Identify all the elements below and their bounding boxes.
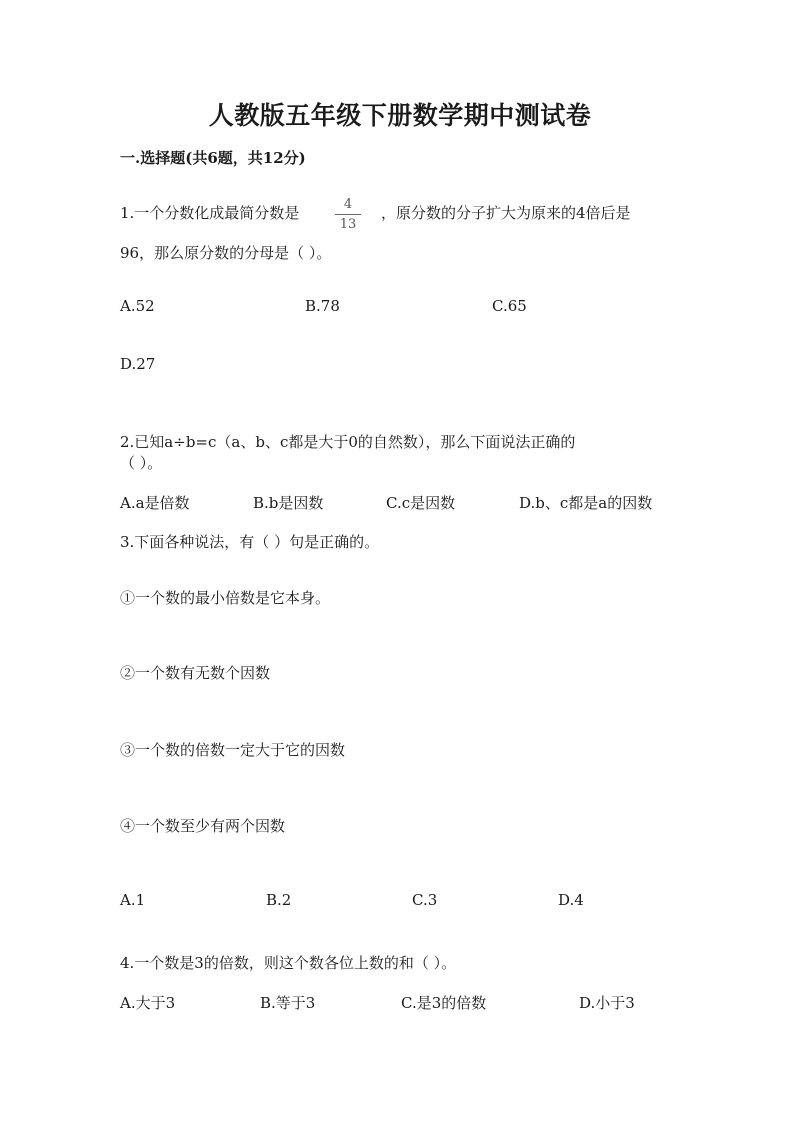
q1-option-c: C.65 — [492, 297, 527, 315]
q1-stem-part1: 1.一个分数化成最简分数是 — [120, 204, 300, 222]
page-title: 人教版五年级下册数学期中测试卷 — [208, 101, 592, 130]
q4-option-b: B.等于3 — [260, 994, 316, 1012]
q2-option-c: C.c是因数 — [386, 494, 456, 512]
q1-fraction-bar — [335, 214, 361, 215]
q3-stem: 3.下面各种说法，有（ ）句是正确的。 — [120, 533, 380, 551]
q1-option-b: B.78 — [305, 297, 340, 315]
q1-fraction — [335, 198, 361, 231]
q1-option-a: A.52 — [120, 297, 155, 315]
q1-stem-line2: 96，那么原分数的分母是（ ）。 — [120, 244, 332, 262]
q2-option-b: B.b是因数 — [253, 494, 324, 512]
q3-option-c: C.3 — [412, 891, 438, 909]
q3-statement-1: ①一个数的最小倍数是它本身。 — [120, 589, 331, 607]
q4-option-c: C.是3的倍数 — [401, 994, 487, 1012]
q1-fraction-denominator: 13 — [339, 217, 357, 232]
q2-option-d: D.b、c都是a的因数 — [519, 494, 653, 512]
section-heading: 一.选择题(共6题，共12分) — [120, 149, 306, 167]
q1-stem-part2: ，原分数的分子扩大为原来的4倍后是 — [381, 204, 631, 222]
q2-stem-line2: （ ）。 — [120, 454, 163, 472]
q3-option-d: D.4 — [558, 891, 584, 909]
q1-fraction-numerator: 4 — [343, 197, 353, 212]
q3-option-b: B.2 — [266, 891, 292, 909]
q3-statement-2: ②一个数有无数个因数 — [120, 664, 271, 682]
q4-stem: 4.一个数是3的倍数，则这个数各位上数的和（ ）。 — [120, 954, 457, 972]
q2-option-a: A.a是倍数 — [120, 494, 190, 512]
q1-option-d: D.27 — [120, 355, 156, 373]
q3-statement-4: ④一个数至少有两个因数 — [120, 817, 286, 835]
q4-option-a: A.大于3 — [120, 994, 176, 1012]
q4-option-d: D.小于3 — [579, 994, 635, 1012]
q3-statement-3: ③一个数的倍数一定大于它的因数 — [120, 741, 346, 759]
q3-option-a: A.1 — [120, 891, 146, 909]
q2-stem-line1: 2.已知a÷b=c（a、b、c都是大于0的自然数），那么下面说法正确的 — [120, 433, 576, 451]
